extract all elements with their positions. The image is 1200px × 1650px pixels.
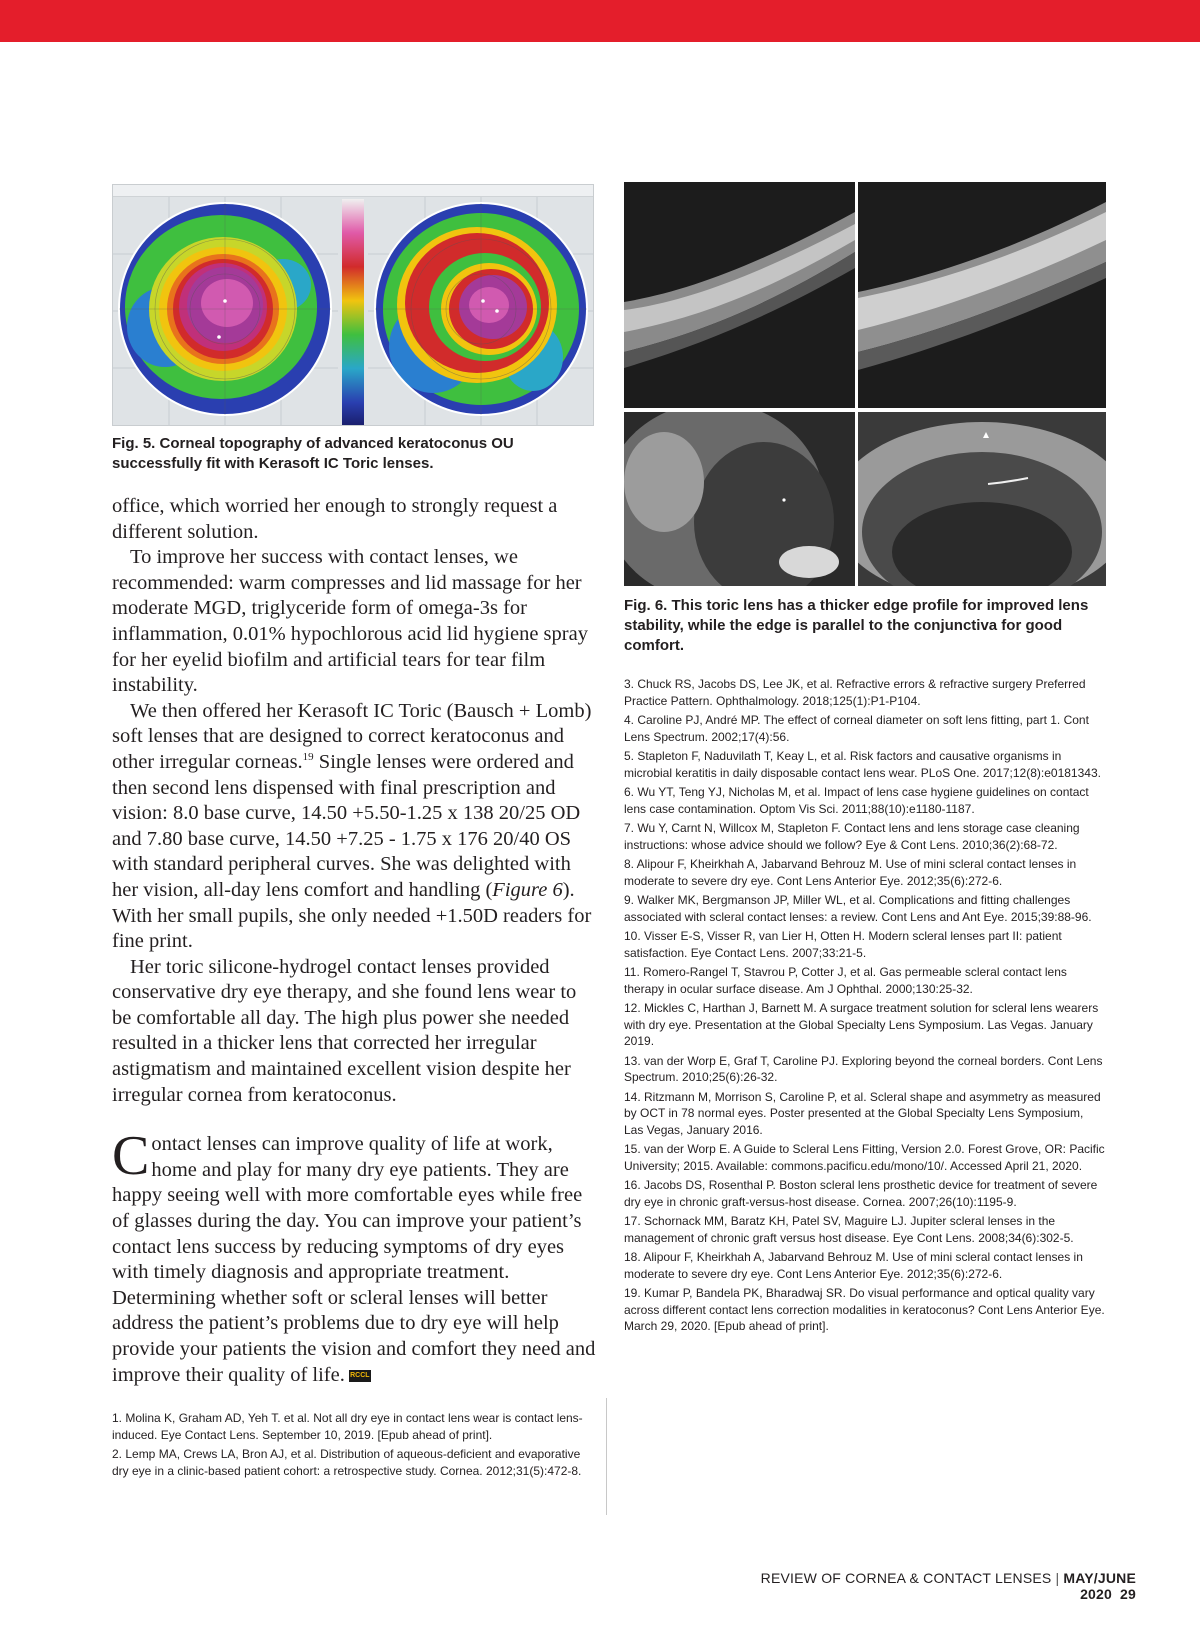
reference-item: 15. van der Worp E. A Guide to Scleral Lens Fitting, Version 2.0. Forest Grove, OR: Pacific University; 2015. Available: commons.pacificu.edu/mono/10/. Accessed April 21, 2020. <box>624 1142 1105 1173</box>
column-divider <box>606 1398 607 1515</box>
page-number: 29 <box>1120 1586 1136 1602</box>
publication-name: REVIEW OF CORNEA & CONTACT LENSES <box>760 1570 1052 1586</box>
reference-item: 13. van der Worp E, Graf T, Caroline PJ. Exploring beyond the corneal borders. Cont Lens Spectrum. 2010;25(6):26-32. <box>624 1053 1103 1084</box>
article-body <box>112 494 598 1108</box>
issue-date: MAY/JUNE 2020 <box>1063 1570 1136 1602</box>
body-text-span: Single lenses were ordered and then second lens dispensed with final prescription and vision: 8.0 base curve, 14.50 +5.50-1.25 x 138 20/25 OD and 7.80 base curve, 14.50 +7.25 - 1.75 x 176 20/40 OS with standard peripheral curves. She was delighted with her vision, all-day lens comfort and handling ( <box>112 750 581 901</box>
slit-lamp-image-right <box>858 412 1106 586</box>
reference-item: 9. Walker MK, Bergmanson JP, Miller WL, et al. Complications and fitting challenges associated with scleral contact lenses: a review. Cont Lens and Ant Eye. 2015;39:88-96. <box>624 893 1092 924</box>
body-paragraph <box>112 699 598 955</box>
reference-item: 14. Ritzmann M, Morrison S, Caroline P, et al. Scleral shape and asymmetry as measured by OCT in 78 normal eyes. Poster presented at the Global Specialty Lens Symposium, Las Vegas, January 2016. <box>624 1089 1101 1137</box>
right-column <box>624 182 1106 1338</box>
reference-superscript: 19 <box>302 751 314 764</box>
body-text-span: ). With her small pupils, she only needed +1.50D readers for fine print. <box>112 878 592 953</box>
figure-5-corneal-topography <box>112 184 594 426</box>
oct-image-right <box>858 182 1106 408</box>
reference-item: 11. Romero-Rangel T, Stavrou P, Cotter J, et al. Gas permeable scleral contact lens therapy in ocular surface disease. Am J Ophthal. 2000;130:25-32. <box>624 965 1067 996</box>
reference-item: 3. Chuck RS, Jacobs DS, Lee JK, et al. Refractive errors & refractive surgery Preferred Practice Pattern. Ophthalmology. 2018;125(1):P1-P104. <box>624 677 1086 708</box>
references-left <box>112 1410 594 1482</box>
figure-5-caption: Fig. 5. Corneal topography of advanced keratoconus OU successfully fit with Kerasoft IC Toric lenses. <box>112 435 514 472</box>
references-right <box>624 676 1106 1335</box>
body-paragraph: office, which worried her enough to strongly request a different solution. <box>112 495 558 543</box>
reference-item: 10. Visser E-S, Visser R, van Lier H, Otten H. Modern scleral lenses part II: patient satisfaction. Eye Contact Lens. 2007;33:21-5. <box>624 929 1062 960</box>
oct-image-left <box>624 182 855 408</box>
reference-item: 5. Stapleton F, Naduvilath T, Keay L, et al. Risk factors and causative organisms in microbial keratitis in daily disposable contact lens wear. PLoS One. 2017;12(8):e0181343. <box>624 749 1101 780</box>
figure-reference: Figure 6 <box>492 878 563 901</box>
footer-separator: | <box>1055 1570 1060 1586</box>
figure-6-lens-images <box>624 182 1106 586</box>
reference-item: 19. Kumar P, Bandela PK, Bharadwaj SR. Do visual performance and optical quality vary across different contact lens correction modalities in keratoconus? Cont Lens Anterior Eye. March 29, 2020. [Epub ahead of print]. <box>624 1286 1105 1333</box>
reference-item: 12. Mickles C, Harthan J, Barnett M. A surgace treatment solution for scleral lens wearers with dry eye. Presentation at the Global Specialty Lens Symposium. Las Vegas. January 2019. <box>624 1001 1099 1048</box>
reference-item: 2. Lemp MA, Crews LA, Bron AJ, et al. Distribution of aqueous-deficient and evaporative dry eye in a clinic-based patient cohort: a retrospective study. Cornea. 2012;31(5):472-8. <box>112 1447 582 1478</box>
drop-cap: C <box>112 1125 150 1188</box>
reference-item: 8. Alipour F, Kheirkhah A, Jabarvand Behrouz M. Use of mini scleral contact lenses in moderate to severe dry eye. Cont Lens Anterior Eye. 2012;35(6):272-6. <box>624 857 1077 888</box>
body-paragraph: Her toric silicone-hydrogel contact lenses provided conservative dry eye therapy, and she found lens wear to be comfortable all day. The high plus power she needed resulted in a thicker lens that corrected her irregular astigmatism and maintained excellent vision despite her irregular cornea from keratoconus. <box>112 955 577 1106</box>
topography-color-scale <box>342 199 364 425</box>
end-of-article-mark: RCCL <box>349 1370 371 1382</box>
left-column <box>112 184 598 1388</box>
header-color-bar <box>0 0 1200 42</box>
reference-item: 4. Caroline PJ, André MP. The effect of corneal diameter on soft lens fitting, part 1. Cont Lens Spectrum. 2002;17(4):56. <box>624 713 1089 744</box>
reference-item: 17. Schornack MM, Baratz KH, Patel SV, Maguire LJ. Jupiter scleral lenses in the management of chronic graft versus host disease. Eye Cont Lens. 2008;34(6):302-5. <box>624 1214 1074 1245</box>
body-paragraph: To improve her success with contact lenses, we recommended: warm compresses and lid massage for her moderate MGD, triglyceride form of omega-3s for inflammation, 0.01% hypochlorous acid lid hygiene spray for her eyelid biofilm and artificial tears for tear film instability. <box>112 546 588 697</box>
closing-text: ontact lenses can improve quality of life at work, home and play for many dry eye patients. They are happy seeing well with more comfortable eyes while free of glasses during the day. You can improve your patient’s contact lens success by reducing symptoms of dry eyes with timely diagnosis and appropriate treatment. Determining whether soft or scleral lenses will better address the patient’s problems due to dry eye will help provide your patients the vision and comfort they need and improve their quality of life. <box>112 1133 596 1386</box>
reference-item: 6. Wu YT, Teng YJ, Nicholas M, et al. Impact of lens case hygiene guidelines on contact lens case contamination. Optom Vis Sci. 2011;88(10):e1180-1187. <box>624 785 1089 816</box>
figure-6-caption: Fig. 6. This toric lens has a thicker edge profile for improved lens stability, while the edge is parallel to the conjunctiva for good comfort. <box>624 597 1089 654</box>
reference-item: 1. Molina K, Graham AD, Yeh T. et al. Not all dry eye in contact lens wear is contact lens-induced. Eye Contact Lens. September 10, 2019. [Epub ahead of print]. <box>112 1411 583 1442</box>
page-footer <box>730 1570 1136 1602</box>
topography-toolbar <box>113 185 593 197</box>
slit-lamp-image-left <box>624 412 855 586</box>
topography-maps-graphic <box>113 197 594 426</box>
reference-item: 7. Wu Y, Carnt N, Willcox M, Stapleton F. Contact lens and lens storage case cleaning instructions: whose advice should we follow? Eye & Cont Lens. 2010;36(2):68-72. <box>624 821 1080 852</box>
od-topography-map <box>119 203 331 415</box>
reference-item: 16. Jacobs DS, Rosenthal P. Boston scleral lens prosthetic device for treatment of severe dry eye in chronic graft-versus-host disease. Cornea. 2007;26(10):1195-9. <box>624 1178 1098 1209</box>
closing-paragraph <box>112 1125 598 1388</box>
body-text-span: We then offered her Kerasoft IC Toric (Bausch + Lomb) soft lenses that are designed to correct keratoconus and other irregular corneas. <box>112 699 592 773</box>
os-topography-map <box>375 203 587 415</box>
reference-item: 18. Alipour F, Kheirkhah A, Jabarvand Behrouz M. Use of mini scleral contact lenses in moderate to severe dry eye. Cont Lens Anterior Eye. 2012;35(6):272-6. <box>624 1250 1083 1281</box>
